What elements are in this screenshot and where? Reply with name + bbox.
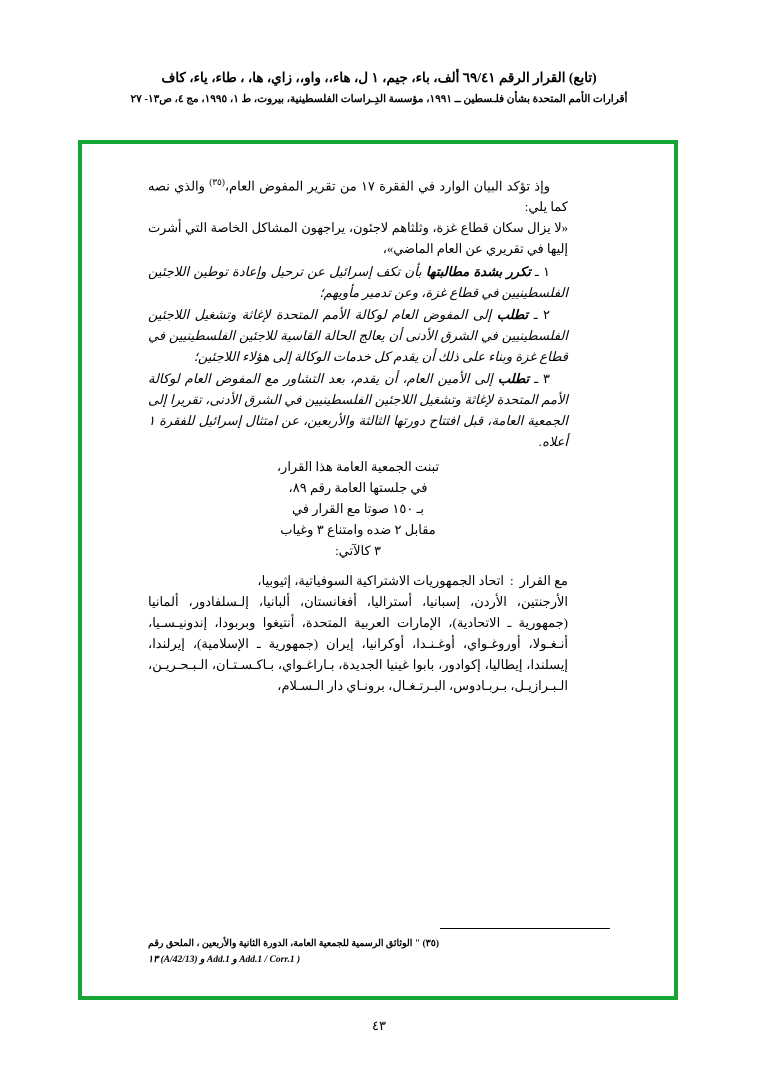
countries-in-favour (148, 570, 568, 696)
item-1-number: ١ ـ (534, 263, 550, 279)
item-2-emphasis: تطلب (496, 306, 529, 322)
item-3-emphasis: تطلب (497, 371, 530, 387)
paragraph-intro-text: وإذ تؤكد البيان الوارد في الفقرة ١٧ من تقرير المفوض العام، (224, 178, 550, 194)
vote-record (148, 456, 568, 561)
vote-line-4: مقابل ٢ ضده وامتناع ٣ وغياب (280, 522, 436, 538)
footnote-block (148, 936, 568, 968)
item-3-text: إلى الأمين العام، أن يقدم، بعد التشاور مع المفوض العام لوكالة الأمم المتحدة لإغاثة وتشغيل اللاجئين الفلسطينيين في الشرق الأدنى، تقريرا إلى الجمعية العامة، قبل افتتاح دورتها الثالثة والأربعين، عن امتثال إسرائيل للفقرة ١ أعلاه. (148, 371, 568, 450)
operative-paragraph-1 (148, 261, 568, 303)
vote-line-5: ٣ كالآتي: (335, 543, 381, 559)
vote-line-3: بـ ١٥٠ صوتا مع القرار في (291, 501, 425, 517)
footnote-line-1: (٣٥) " الوثائق الرسمية للجمعية العامة، الدورة الثانية والأربعين ، الملحق رقم (148, 939, 440, 949)
countries-label: مع القرار (519, 572, 568, 588)
quoted-statement: «لا يزال سكان قطاع غزة، وثلثاهم لاجئون، يراجهون المشاكل الخاصة التي أشرت إليها في تقريري عن العام الماضي»، (148, 221, 568, 257)
document-body (148, 175, 568, 696)
paragraph-intro (148, 175, 568, 217)
vote-line-1: تبنت الجمعية العامة هذا القرار، (276, 459, 440, 475)
item-2-text: إلى المفوض العام لوكالة الأمم المتحدة لإغاثة وتشغيل اللاجئين الفلسطينيين في الشرق الأدنى أن يعالج الحالة القاسية للاجئين الفلسطينيين في قطاع غزة وبناء على ذلك أن يقدم كل خدمات الوكالة إلى هؤلاء اللاجئين؛ (148, 306, 568, 365)
header-source: أقرارات الأمم المتحدة بشأن فلـسطين ــ ١٩٩١، مؤسسة الدِـراسات الفلسطينية، بيروت، ط ١، ١٩٩٥، مج ٤، ص١٣- ٢٧ (130, 94, 628, 105)
countries-colon: : (510, 572, 514, 588)
footnote-line-2: ١٣ (A/42/13) و Add.1 و Add.1 / Corr.1 ) (148, 955, 301, 966)
operative-paragraph-2 (148, 304, 568, 367)
countries-first-line: اتحاد الجمهوريات الاشتراكية السوفياتية، إثيوبيا، (257, 572, 505, 588)
item-1-text: بأن تكف إسرائيل عن ترحيل وإعادة توطين اللاجئين الفلسطينيين في قطاع غزة، وعن تدمير مأويهم؛ (148, 263, 568, 300)
item-2-number: ٢ ـ (533, 306, 551, 322)
footnote-separator (440, 928, 610, 929)
item-1-emphasis: تكرر بشدة مطالبتها (425, 263, 531, 279)
item-3-number: ٣ ـ (534, 371, 551, 387)
page-number: ٤٣ (372, 1018, 386, 1033)
document-header (0, 70, 758, 105)
footnote-marker: (٣٥) (209, 177, 225, 187)
operative-paragraph-3 (148, 368, 568, 452)
vote-line-2: في جلستها العامة رقم ٨٩، (288, 480, 428, 496)
countries-continued: الأرجنتين، الأردن، إسبانيا، أستراليا، أفغانستان، ألبانيا، إلـسلفادور، ألمانيا (جمهورية ـ الاتحادية)، الإمارات العربية المتحدة، أنتيغوا وبربودا، إندونيـسـيا، أنـغـولا، أوروغـواي، أوغـنـدا، أوكرانيا، إيران (جمهورية ـ الإسلامية)، إيرلندا، إيسلندا، إيطاليا، إكوادور، بابوا غينيا الجديدة، بـاراغـواي، بـاكـسـتـان، الـبـحـريـن، الـبـرازيـل، بـربـادوس، البـرتـغـال، برونـاي دار الـسـلام، (148, 593, 568, 693)
countries-first-row (148, 570, 568, 591)
header-title: (تابع) القرار الرقم ٦٩/٤١ ألف، باء، جيم، ١ ل، هاء،، واو،، زاي، ها، ، طاء، ياء، كاف (161, 70, 597, 85)
paragraph-intro-cont: والذي نصه كما يلي: (148, 178, 568, 215)
